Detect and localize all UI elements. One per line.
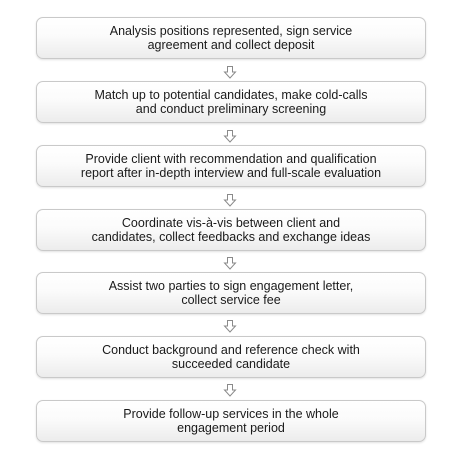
step-5-box	[36, 272, 426, 314]
step-3-text: Provide client with recommendation and qualification report after in-depth interview and full-scale evaluation	[80, 152, 382, 180]
step-7-box	[36, 400, 426, 442]
step-7-text: Provide follow-up services in the whole engagement period	[123, 407, 339, 435]
down-arrow-icon	[223, 320, 237, 333]
down-arrow-icon	[223, 194, 237, 207]
step-5-text: Assist two parties to sign engagement letter, collect service fee	[108, 279, 354, 307]
step-4-text: Coordinate vis-à-vis between client and candidates, collect feedbacks and exchange ideas	[91, 216, 371, 244]
step-2-box	[36, 81, 426, 123]
step-2-text: Match up to potential candidates, make cold-calls and conduct preliminary screening	[94, 88, 368, 116]
step-1-text: Analysis positions represented, sign service agreement and collect deposit	[109, 24, 353, 52]
down-arrow-icon	[223, 130, 237, 143]
step-6-text: Conduct background and reference check with succeeded candidate	[102, 343, 360, 371]
down-arrow-icon	[223, 384, 237, 397]
step-3-box	[36, 145, 426, 187]
step-4-box	[36, 209, 426, 251]
step-1-box	[36, 17, 426, 59]
down-arrow-icon	[223, 257, 237, 270]
step-6-box	[36, 336, 426, 378]
down-arrow-icon	[223, 66, 237, 79]
